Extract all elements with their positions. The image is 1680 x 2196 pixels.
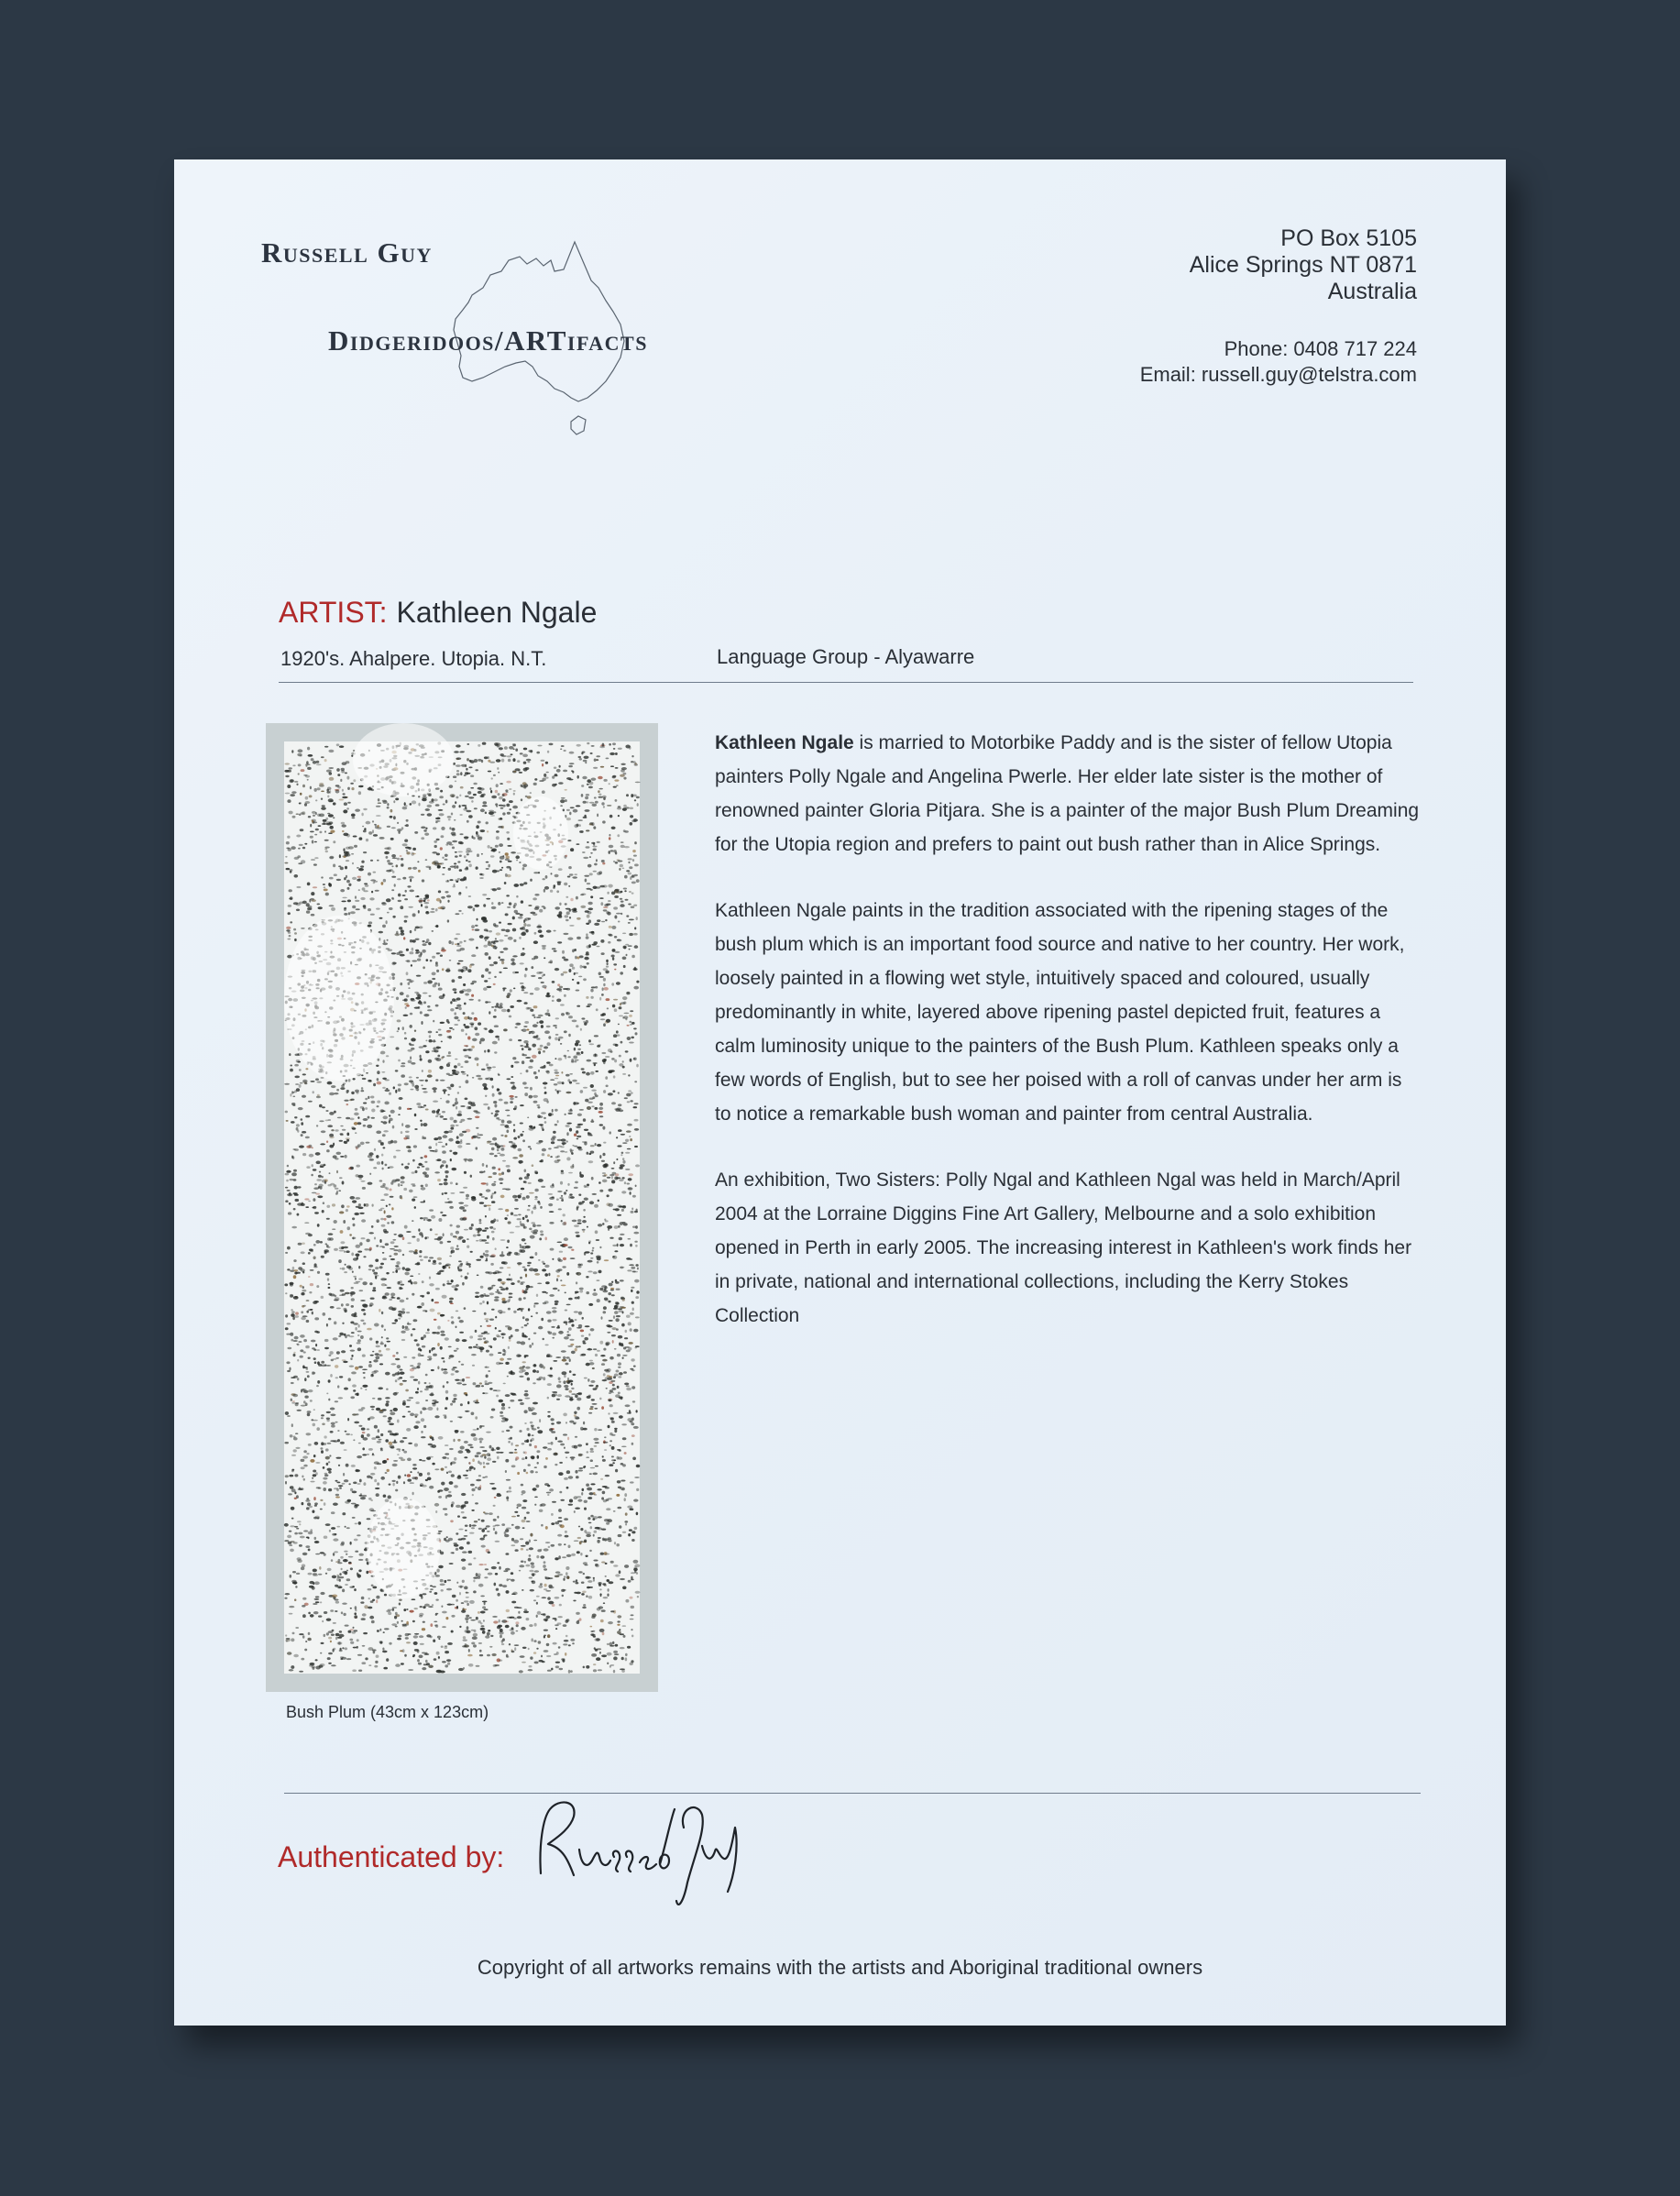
brand-subtitle: Didgeridoos/ARTifacts (328, 324, 648, 357)
address-line: Alice Springs NT 0871 (1189, 252, 1417, 278)
signature-line (284, 1793, 1421, 1794)
artist-label: ARTIST: (279, 596, 388, 629)
email-address: Email: russell.guy@telstra.com (1139, 363, 1417, 386)
painting-image (266, 723, 658, 1692)
certificate-page (174, 159, 1506, 2026)
bio-paragraph (715, 726, 1421, 862)
bio-text: is married to Motorbike Paddy and is the sister of fellow Utopia painters Polly Ngale and Angelina Pwerle. Her elder late sister is the mother of renowned painter Gloria Pitjara. She is a painter of the major Bush Plum Dreaming for the Utopia region and prefers to paint out bush rather than in Alice Springs. (715, 732, 1420, 855)
artist-origin: 1920's. Ahalpere. Utopia. N.T. (280, 647, 547, 670)
postal-address (1190, 225, 1417, 305)
handwritten-signature (522, 1773, 761, 1919)
brand-name: Russell Guy (261, 236, 433, 269)
authenticated-by-label: Authenticated by: (278, 1840, 505, 1873)
copyright-notice: Copyright of all artworks remains with the artists and Aboriginal traditional owners (477, 1956, 1203, 1979)
bio-artist-name: Kathleen Ngale (715, 732, 854, 753)
artist-language-group: Language Group - Alyawarre (717, 645, 975, 668)
contact-info (1140, 336, 1417, 388)
address-line: PO Box 5105 (1280, 225, 1417, 251)
address-line: Australia (1327, 279, 1417, 304)
bio-paragraph: An exhibition, Two Sisters: Polly Ngal and Kathleen Ngal was held in March/April 2004 at the Lorraine Diggins Fine Art Gallery, Melbourne and a solo exhibition opened in Perth in early 2005. The increasing interest in Kathleen's work finds her in private, national and international collections, including the Kerry Stokes Collection (715, 1169, 1412, 1326)
divider (279, 682, 1413, 683)
artist-biography (715, 726, 1421, 1365)
artist-name: Kathleen Ngale (396, 596, 598, 629)
artist-heading (279, 596, 597, 630)
bio-paragraph: Kathleen Ngale paints in the tradition associated with the ripening stages of the bush plum which is an important food source and native to her country. Her work, loosely painted in a flowing wet style, intuitively spaced and coloured, usually predominantly in white, layered above ripening pastel depicted fruit, features a calm luminosity unique to the painters of the Bush Plum. Kathleen speaks only a few words of English, but to see her poised with a roll of canvas under her arm is to notice a remarkable bush woman and painter from central Australia. (715, 900, 1405, 1125)
phone-number: Phone: 0408 717 224 (1224, 337, 1417, 360)
painting-caption: Bush Plum (43cm x 123cm) (286, 1703, 489, 1721)
